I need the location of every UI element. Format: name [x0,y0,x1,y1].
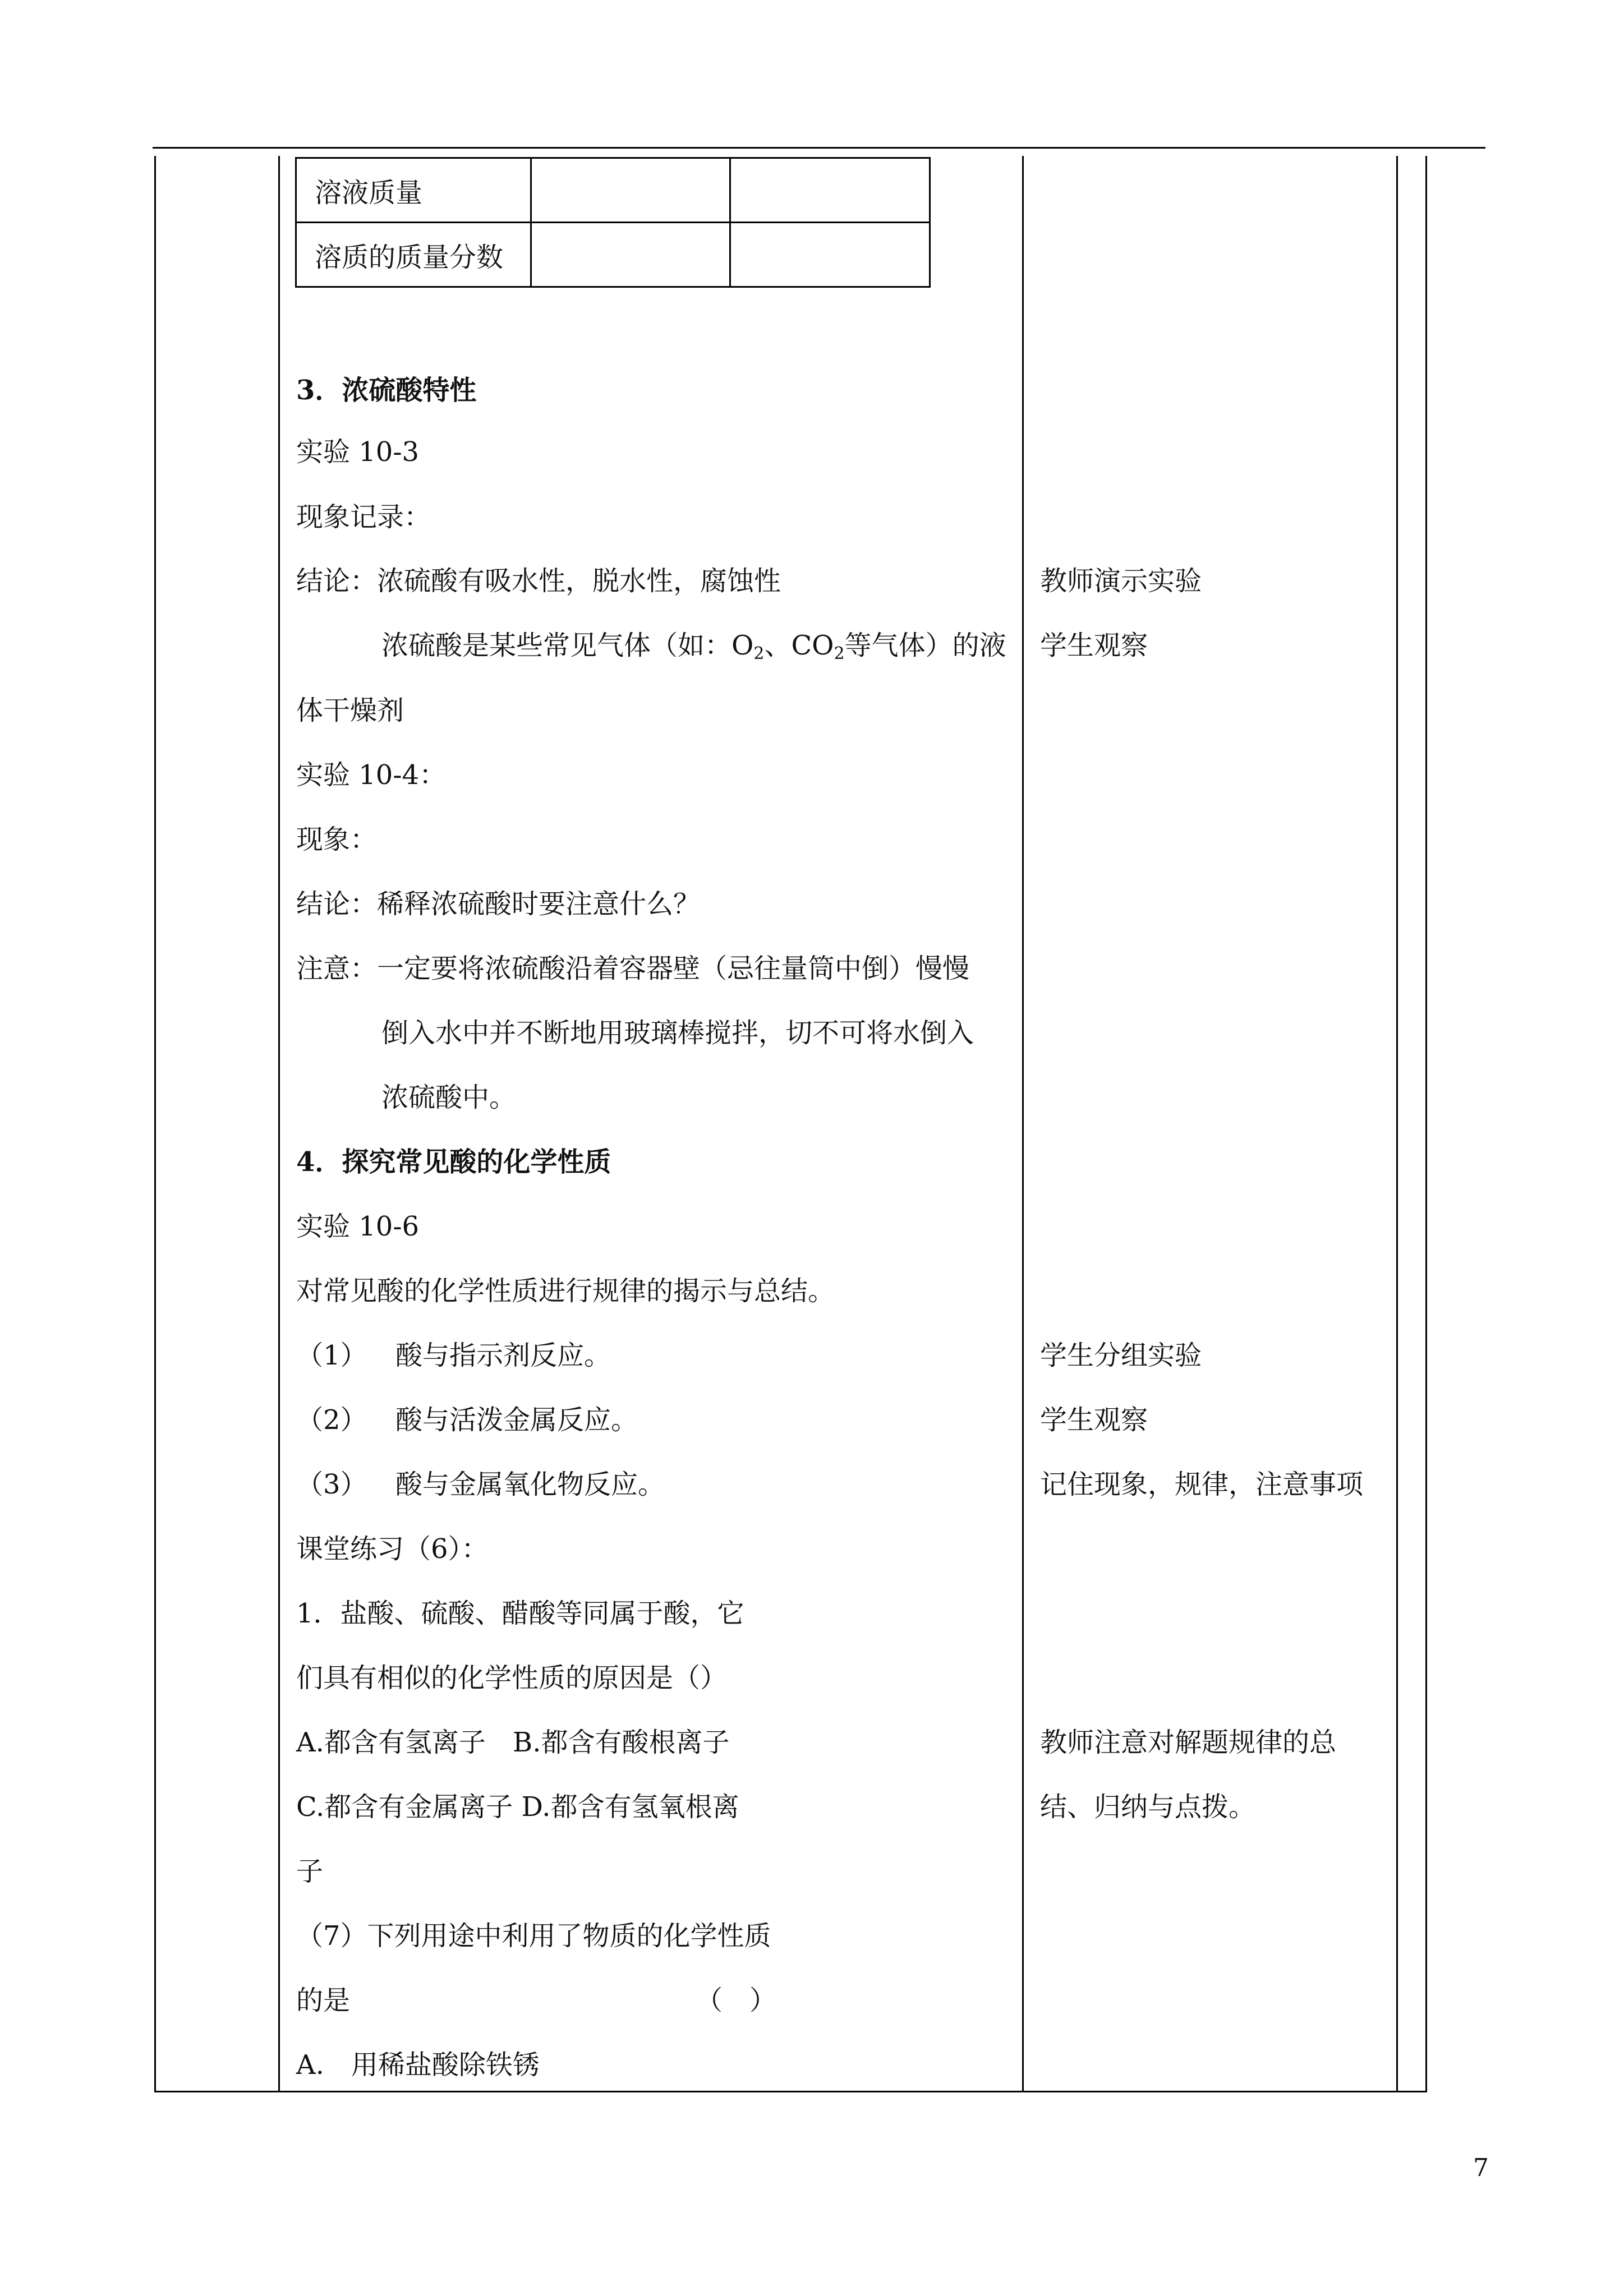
o2-subscript: 2 [753,644,765,663]
phenomenon-label: 现象： [296,824,378,855]
question-1-line-2: 们具有相似的化学性质的原因是（） [296,1662,728,1694]
question-1-options-ab: A.都含有氢离子 B.都含有酸根离子 [296,1727,730,1758]
note-student-observe: 学生观察 [1040,630,1148,661]
table-col-divider-1 [278,156,280,2092]
table-border-left [154,156,156,2092]
question-1-line-1: 1．盐酸、硫酸、醋酸等同属于酸，它 [296,1598,744,1629]
drying-agent-post: 等气体）的液 [844,630,1006,661]
drying-agent-text [381,632,1006,662]
table-cell [531,158,730,223]
note-line-3: 浓硫酸中。 [381,1082,517,1113]
table-col-divider-2 [1022,156,1024,2092]
co2-subscript: 2 [834,644,845,663]
experiment-10-3: 实验 10-3 [296,436,420,468]
exercise-title: 课堂练习（6）： [296,1533,489,1565]
table-cell [531,223,730,287]
note-remember: 记住现象，规律，注意事项 [1040,1469,1364,1500]
table-border-right [1425,156,1427,2092]
separator: 、CO [764,630,834,661]
note-teacher-demo: 教师演示实验 [1040,565,1202,597]
drying-agent-pre: 浓硫酸是某些常见气体（如：O [381,630,754,661]
conclusion-question: 结论：稀释浓硫酸时要注意什么？ [296,888,701,920]
experiment-10-4: 实验 10-4： [296,759,447,791]
experiment-10-6: 实验 10-6 [296,1211,420,1242]
list-item-text: 酸与金属氧化物反应。 [395,1469,665,1500]
table-border-bottom [154,2091,1427,2092]
phenomenon-record-label: 现象记录： [296,501,431,533]
table-cell [730,158,930,223]
note-line-2: 倒入水中并不断地用玻璃棒搅拌，切不可将水倒入 [381,1017,974,1049]
table-cell [730,223,930,287]
list-item-number: （3） [296,1469,367,1500]
row-label: 溶液质量 [296,158,531,223]
drying-agent-line2: 体干燥剂 [296,695,404,726]
section-3-title: 3．浓硫酸特性 [296,375,477,406]
header-rule [153,147,1485,149]
note-student-observe-2: 学生观察 [1040,1404,1148,1436]
question-1-options-cd-cont: 子 [296,1856,324,1887]
conclusion-text: 结论：浓硫酸有吸水性，脱水性，腐蚀性 [296,565,781,597]
list-item-text: 酸与指示剂反应。 [395,1340,611,1371]
table-row [296,158,930,223]
table-row [296,223,930,287]
note-teacher-line-2: 结、归纳与点拨。 [1040,1791,1256,1823]
question-7-answer-paren: （ ） [696,1985,777,2016]
summary-text: 对常见酸的化学性质进行规律的揭示与总结。 [296,1275,835,1307]
list-item-number: （2） [296,1404,367,1436]
question-7-option-a: A. 用稀盐酸除铁锈 [296,2049,540,2081]
question-1-options-cd: C.都含有金属离子 D.都含有氢氧根离 [296,1791,739,1823]
page-number: 7 [1473,2154,1489,2182]
note-student-group-exp: 学生分组实验 [1040,1340,1202,1371]
question-7-line-2: 的是 [296,1985,351,2016]
row-label: 溶质的质量分数 [296,223,531,287]
section-4-title: 4．探究常见酸的化学性质 [296,1146,611,1178]
list-item-text: 酸与活泼金属反应。 [395,1404,638,1436]
list-item-number: （1） [296,1340,367,1371]
note-teacher-line-1: 教师注意对解题规律的总 [1040,1727,1337,1758]
question-7-line-1: （7）下列用途中利用了物质的化学性质 [296,1920,771,1952]
note-line-1: 注意：一定要将浓硫酸沿着容器壁（忌往量筒中倒）慢慢 [296,953,970,984]
solution-table [295,157,931,288]
table-col-divider-3 [1396,156,1398,2092]
